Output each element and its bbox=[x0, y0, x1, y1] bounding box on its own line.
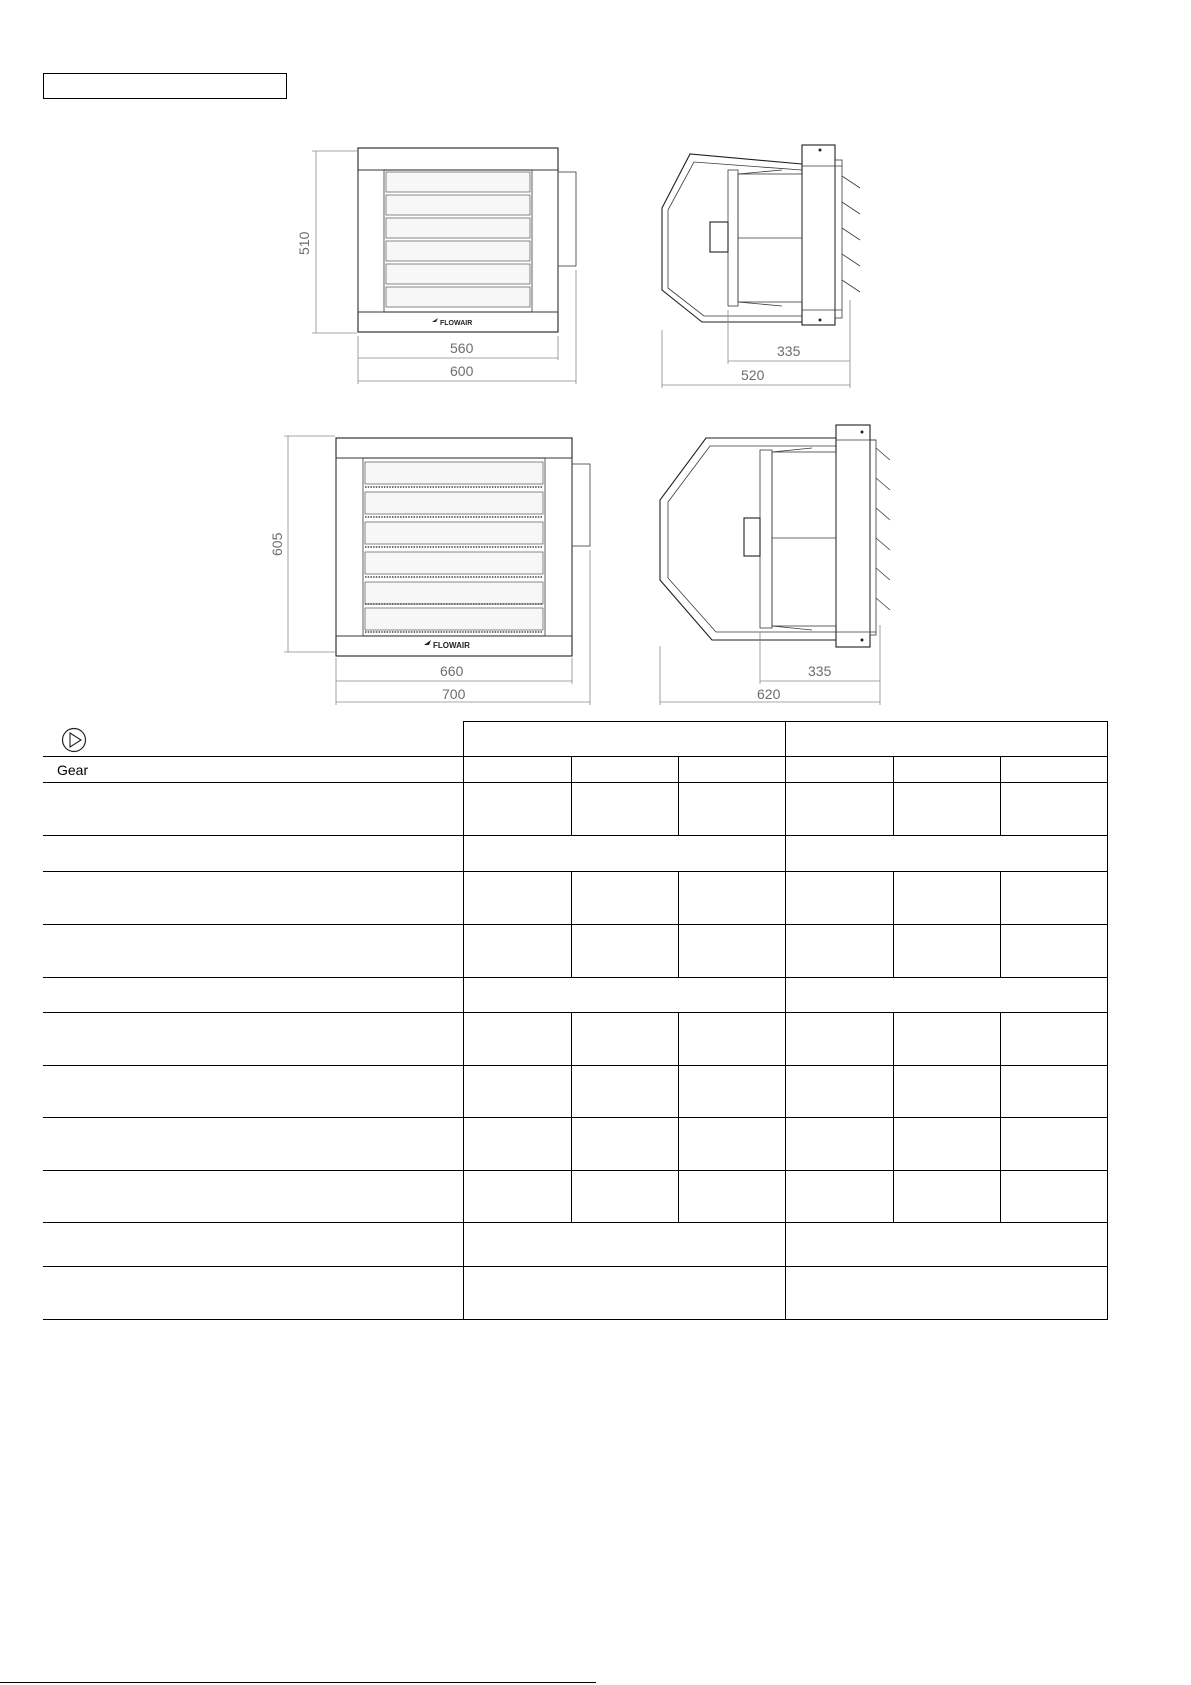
table-cell bbox=[893, 757, 1000, 783]
row-label bbox=[43, 1118, 463, 1171]
gear-label: Gear bbox=[57, 761, 89, 778]
table-cell bbox=[571, 783, 678, 836]
row-label bbox=[43, 925, 463, 978]
table-cell bbox=[678, 783, 785, 836]
row-label bbox=[43, 978, 463, 1013]
large-side-dimensions bbox=[660, 625, 880, 705]
table-cell bbox=[893, 1066, 1000, 1118]
table-cell bbox=[1000, 1013, 1107, 1066]
large-front-inner-width: 660 bbox=[440, 663, 464, 679]
table-cell bbox=[1000, 872, 1107, 925]
table-cell bbox=[678, 872, 785, 925]
row-label bbox=[43, 1223, 463, 1267]
table-cell bbox=[785, 925, 893, 978]
table-row bbox=[43, 783, 1107, 836]
gear-row bbox=[43, 757, 1107, 783]
table-cell bbox=[463, 925, 571, 978]
fan-icon bbox=[61, 727, 87, 756]
small-side-view bbox=[662, 145, 860, 325]
row-label bbox=[43, 1171, 463, 1223]
table-cell bbox=[463, 1118, 571, 1171]
table-row bbox=[43, 836, 1107, 872]
table-cell bbox=[678, 1013, 785, 1066]
row-label bbox=[43, 872, 463, 925]
table-cell bbox=[678, 757, 785, 783]
table-cell bbox=[463, 1223, 785, 1267]
row-label bbox=[43, 1267, 463, 1320]
table-row bbox=[43, 978, 1107, 1013]
table-cell bbox=[678, 1118, 785, 1171]
table-cell bbox=[893, 872, 1000, 925]
table-cell bbox=[571, 1118, 678, 1171]
table-cell bbox=[1000, 783, 1107, 836]
table-cell bbox=[785, 1223, 1107, 1267]
table-cell bbox=[785, 872, 893, 925]
table-row bbox=[43, 1118, 1107, 1171]
table-cell bbox=[678, 925, 785, 978]
table-row bbox=[43, 1066, 1107, 1118]
gear-label-cell bbox=[43, 757, 463, 783]
header-model-2 bbox=[785, 722, 1107, 757]
brand-logo-small: FLOWAIR bbox=[440, 320, 473, 327]
large-front-height: 605 bbox=[269, 532, 285, 556]
row-label bbox=[43, 1013, 463, 1066]
table-cell bbox=[1000, 1171, 1107, 1223]
large-front-view bbox=[336, 438, 590, 656]
table-cell bbox=[463, 836, 785, 872]
small-side-total: 520 bbox=[741, 367, 765, 383]
table-row bbox=[43, 1171, 1107, 1223]
spec-table bbox=[43, 721, 1108, 1320]
table-cell bbox=[893, 1013, 1000, 1066]
brand-logo-large: FLOWAIR bbox=[433, 641, 470, 650]
table-cell bbox=[893, 1171, 1000, 1223]
header-icon-cell bbox=[43, 722, 463, 757]
header-model-1 bbox=[463, 722, 785, 757]
table-cell bbox=[893, 1118, 1000, 1171]
table-cell bbox=[571, 872, 678, 925]
table-cell bbox=[571, 757, 678, 783]
table-cell bbox=[571, 925, 678, 978]
small-front-width: 600 bbox=[450, 363, 474, 379]
table-cell bbox=[463, 757, 571, 783]
table-row bbox=[43, 925, 1107, 978]
large-side-depth: 335 bbox=[808, 663, 832, 679]
table-cell bbox=[678, 1171, 785, 1223]
small-front-height: 510 bbox=[296, 231, 312, 255]
table-cell bbox=[463, 1013, 571, 1066]
table-cell bbox=[571, 1066, 678, 1118]
table-header-row bbox=[43, 722, 1107, 757]
small-front-inner-width: 560 bbox=[450, 340, 474, 356]
table-cell bbox=[1000, 925, 1107, 978]
table-cell bbox=[785, 1171, 893, 1223]
large-side-view bbox=[660, 425, 890, 647]
large-front-width: 700 bbox=[442, 686, 466, 702]
table-cell bbox=[893, 783, 1000, 836]
table-cell bbox=[463, 1171, 571, 1223]
table-cell bbox=[1000, 1066, 1107, 1118]
row-label bbox=[43, 836, 463, 872]
table-cell bbox=[463, 1267, 785, 1320]
table-cell bbox=[785, 978, 1107, 1013]
table-cell bbox=[785, 1013, 893, 1066]
table-row bbox=[43, 1013, 1107, 1066]
table-cell bbox=[785, 783, 893, 836]
table-cell bbox=[785, 836, 1107, 872]
table-cell bbox=[785, 1267, 1107, 1320]
footer-rule bbox=[0, 1682, 596, 1683]
table-row bbox=[43, 1267, 1107, 1320]
table-cell bbox=[463, 978, 785, 1013]
small-front-view bbox=[358, 148, 576, 332]
small-side-depth: 335 bbox=[777, 343, 801, 359]
table-row bbox=[43, 1223, 1107, 1267]
row-label bbox=[43, 1066, 463, 1118]
table-cell bbox=[678, 1066, 785, 1118]
table-cell bbox=[785, 757, 893, 783]
table-cell bbox=[785, 1066, 893, 1118]
large-side-total: 620 bbox=[757, 686, 781, 702]
table-row bbox=[43, 872, 1107, 925]
table-cell bbox=[571, 1171, 678, 1223]
table-cell bbox=[571, 1013, 678, 1066]
table-cell bbox=[1000, 757, 1107, 783]
table-cell bbox=[463, 872, 571, 925]
table-cell bbox=[463, 1066, 571, 1118]
table-cell bbox=[1000, 1118, 1107, 1171]
table-cell bbox=[785, 1118, 893, 1171]
table-cell bbox=[463, 783, 571, 836]
technical-drawings bbox=[0, 0, 1191, 720]
table-cell bbox=[893, 925, 1000, 978]
row-label bbox=[43, 783, 463, 836]
